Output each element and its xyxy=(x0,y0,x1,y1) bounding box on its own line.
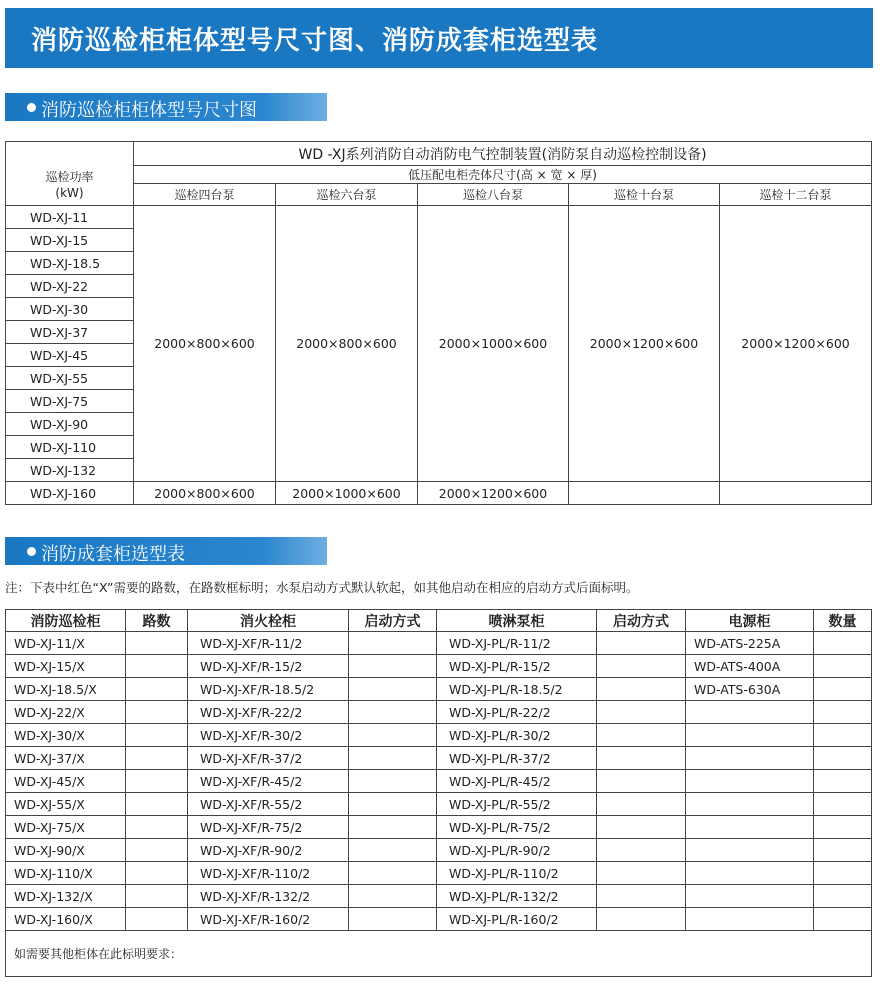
inspection-model-cell: WD-XJ-18.5/X xyxy=(6,678,126,701)
sprinkler-cabinet-cell: WD-XJ-PL/R-160/2 xyxy=(437,908,597,931)
power-header xyxy=(6,166,134,206)
quantity-cell xyxy=(814,793,872,816)
hydrant-cabinet-cell: WD-XJ-XF/R-90/2 xyxy=(188,839,349,862)
sprinkler-cabinet-cell: WD-XJ-PL/R-18.5/2 xyxy=(437,678,597,701)
quantity-cell xyxy=(814,655,872,678)
model-cell: WD-XJ-30 xyxy=(6,298,134,321)
sprinkler-cabinet-cell: WD-XJ-PL/R-75/2 xyxy=(437,816,597,839)
size-cell: 2000×1000×600 xyxy=(418,206,569,482)
power-cabinet-cell xyxy=(686,862,814,885)
remark-cell: 如需要其他柜体在此标明要求： xyxy=(6,931,872,977)
hydrant-cabinet-cell: WD-XJ-XF/R-75/2 xyxy=(188,816,349,839)
start-mode-cell xyxy=(597,770,686,793)
start-mode-cell xyxy=(349,793,437,816)
table-row xyxy=(6,839,872,862)
note-text: 注：下表中红色“X”需要的路数，在路数框标明；水泵启动方式默认软起，如其他启动在相应的启动方式后面标明。 xyxy=(5,580,639,595)
start-mode-cell xyxy=(597,839,686,862)
table-title: WD -XJ系列消防自动消防电气控制装置(消防泵自动巡检控制设备) xyxy=(134,142,872,166)
model-cell: WD-XJ-37 xyxy=(6,321,134,344)
table-row xyxy=(6,770,872,793)
size-cell: 2000×1000×600 xyxy=(276,482,418,505)
model-cell: WD-XJ-110 xyxy=(6,436,134,459)
column-header: 启动方式 xyxy=(349,610,437,632)
sprinkler-cabinet-cell: WD-XJ-PL/R-37/2 xyxy=(437,747,597,770)
model-cell: WD-XJ-15 xyxy=(6,229,134,252)
power-cabinet-cell: WD-ATS-400A xyxy=(686,655,814,678)
start-mode-cell xyxy=(349,747,437,770)
quantity-cell xyxy=(814,885,872,908)
model-cell: WD-XJ-132 xyxy=(6,459,134,482)
power-cabinet-cell xyxy=(686,770,814,793)
inspection-model-cell: WD-XJ-160/X xyxy=(6,908,126,931)
size-cell: 2000×800×600 xyxy=(134,482,276,505)
power-cabinet-cell xyxy=(686,839,814,862)
table-row xyxy=(6,632,872,655)
column-header: 消火栓柜 xyxy=(188,610,349,632)
circuit-count-cell xyxy=(126,885,188,908)
section-title: 消防巡检柜柜体型号尺寸图 xyxy=(41,100,257,121)
table-header-row xyxy=(6,166,872,184)
start-mode-cell xyxy=(349,839,437,862)
column-header: 电源柜 xyxy=(686,610,814,632)
column-header: 数量 xyxy=(814,610,872,632)
bullet-icon xyxy=(27,547,36,556)
size-cell: 2000×1200×600 xyxy=(720,206,872,482)
quantity-cell xyxy=(814,816,872,839)
sprinkler-cabinet-cell: WD-XJ-PL/R-55/2 xyxy=(437,793,597,816)
start-mode-cell xyxy=(349,770,437,793)
circuit-count-cell xyxy=(126,908,188,931)
inspection-model-cell: WD-XJ-45/X xyxy=(6,770,126,793)
hydrant-cabinet-cell: WD-XJ-XF/R-110/2 xyxy=(188,862,349,885)
column-header: 巡检八台泵 xyxy=(418,184,569,206)
circuit-count-cell xyxy=(126,816,188,839)
size-cell: 2000×800×600 xyxy=(134,206,276,482)
inspection-model-cell: WD-XJ-132/X xyxy=(6,885,126,908)
hydrant-cabinet-cell: WD-XJ-XF/R-160/2 xyxy=(188,908,349,931)
model-cell: WD-XJ-11 xyxy=(6,206,134,229)
table-row xyxy=(6,206,872,229)
table-row xyxy=(6,793,872,816)
quantity-cell xyxy=(814,701,872,724)
start-mode-cell xyxy=(349,678,437,701)
circuit-count-cell xyxy=(126,747,188,770)
table-row xyxy=(6,678,872,701)
model-cell: WD-XJ-90 xyxy=(6,413,134,436)
power-cabinet-cell xyxy=(686,724,814,747)
circuit-count-cell xyxy=(126,862,188,885)
hydrant-cabinet-cell: WD-XJ-XF/R-55/2 xyxy=(188,793,349,816)
start-mode-cell xyxy=(349,632,437,655)
circuit-count-cell xyxy=(126,701,188,724)
inspection-model-cell: WD-XJ-110/X xyxy=(6,862,126,885)
model-cell: WD-XJ-22 xyxy=(6,275,134,298)
table-row xyxy=(6,885,872,908)
start-mode-cell xyxy=(349,701,437,724)
quantity-cell xyxy=(814,678,872,701)
column-header: 消防巡检柜 xyxy=(6,610,126,632)
quantity-cell xyxy=(814,839,872,862)
size-cell: 2000×1200×600 xyxy=(418,482,569,505)
model-cell: WD-XJ-18.5 xyxy=(6,252,134,275)
size-cell xyxy=(720,482,872,505)
inspection-model-cell: WD-XJ-22/X xyxy=(6,701,126,724)
start-mode-cell xyxy=(597,885,686,908)
section-header-dimensions xyxy=(5,93,327,121)
table-row xyxy=(6,701,872,724)
corner-cell xyxy=(6,142,134,166)
quantity-cell xyxy=(814,747,872,770)
inspection-model-cell: WD-XJ-55/X xyxy=(6,793,126,816)
hydrant-cabinet-cell: WD-XJ-XF/R-11/2 xyxy=(188,632,349,655)
inspection-model-cell: WD-XJ-37/X xyxy=(6,747,126,770)
start-mode-cell xyxy=(597,678,686,701)
size-cell xyxy=(569,482,720,505)
remark-row xyxy=(6,931,872,977)
start-mode-cell xyxy=(597,793,686,816)
section-header-selection xyxy=(5,537,327,565)
section-title: 消防成套柜选型表 xyxy=(41,544,185,565)
power-cabinet-cell xyxy=(686,908,814,931)
quantity-cell xyxy=(814,908,872,931)
column-header: 巡检十台泵 xyxy=(569,184,720,206)
table-row xyxy=(6,908,872,931)
sprinkler-cabinet-cell: WD-XJ-PL/R-15/2 xyxy=(437,655,597,678)
inspection-model-cell: WD-XJ-11/X xyxy=(6,632,126,655)
table-row xyxy=(6,862,872,885)
column-header: 启动方式 xyxy=(597,610,686,632)
circuit-count-cell xyxy=(126,632,188,655)
model-cell: WD-XJ-45 xyxy=(6,344,134,367)
power-cabinet-cell: WD-ATS-630A xyxy=(686,678,814,701)
power-cabinet-cell xyxy=(686,747,814,770)
start-mode-cell xyxy=(349,724,437,747)
quantity-cell xyxy=(814,862,872,885)
table-header-row xyxy=(6,610,872,632)
hydrant-cabinet-cell: WD-XJ-XF/R-15/2 xyxy=(188,655,349,678)
start-mode-cell xyxy=(597,655,686,678)
power-cabinet-cell xyxy=(686,816,814,839)
start-mode-cell xyxy=(597,908,686,931)
start-mode-cell xyxy=(597,701,686,724)
start-mode-cell xyxy=(349,885,437,908)
table-row xyxy=(6,747,872,770)
circuit-count-cell xyxy=(126,724,188,747)
quantity-cell xyxy=(814,770,872,793)
table-row xyxy=(6,482,872,505)
model-cell: WD-XJ-55 xyxy=(6,367,134,390)
power-cabinet-cell xyxy=(686,701,814,724)
column-header: 巡检四台泵 xyxy=(134,184,276,206)
hydrant-cabinet-cell: WD-XJ-XF/R-132/2 xyxy=(188,885,349,908)
table-row xyxy=(6,816,872,839)
size-cell: 2000×800×600 xyxy=(276,206,418,482)
model-cell: WD-XJ-75 xyxy=(6,390,134,413)
quantity-cell xyxy=(814,632,872,655)
size-cell: 2000×1200×600 xyxy=(569,206,720,482)
sprinkler-cabinet-cell: WD-XJ-PL/R-30/2 xyxy=(437,724,597,747)
power-label: 巡检功率 xyxy=(45,170,94,185)
table-row xyxy=(6,724,872,747)
model-cell: WD-XJ-160 xyxy=(6,482,134,505)
sprinkler-cabinet-cell: WD-XJ-PL/R-132/2 xyxy=(437,885,597,908)
start-mode-cell xyxy=(597,632,686,655)
sprinkler-cabinet-cell: WD-XJ-PL/R-90/2 xyxy=(437,839,597,862)
column-header: 喷淋泵柜 xyxy=(437,610,597,632)
circuit-count-cell xyxy=(126,770,188,793)
inspection-model-cell: WD-XJ-15/X xyxy=(6,655,126,678)
selection-table xyxy=(5,609,872,977)
circuit-count-cell xyxy=(126,793,188,816)
hydrant-cabinet-cell: WD-XJ-XF/R-22/2 xyxy=(188,701,349,724)
sprinkler-cabinet-cell: WD-XJ-PL/R-45/2 xyxy=(437,770,597,793)
circuit-count-cell xyxy=(126,678,188,701)
start-mode-cell xyxy=(349,655,437,678)
start-mode-cell xyxy=(597,862,686,885)
column-header: 巡检十二台泵 xyxy=(720,184,872,206)
start-mode-cell xyxy=(349,862,437,885)
start-mode-cell xyxy=(349,908,437,931)
size-subheader: 低压配电柜壳体尺寸(高 × 宽 × 厚) xyxy=(134,166,872,184)
power-cabinet-cell xyxy=(686,885,814,908)
power-cabinet-cell xyxy=(686,793,814,816)
start-mode-cell xyxy=(349,816,437,839)
inspection-model-cell: WD-XJ-90/X xyxy=(6,839,126,862)
power-cabinet-cell: WD-ATS-225A xyxy=(686,632,814,655)
power-unit: (kW) xyxy=(55,186,84,201)
hydrant-cabinet-cell: WD-XJ-XF/R-45/2 xyxy=(188,770,349,793)
hydrant-cabinet-cell: WD-XJ-XF/R-37/2 xyxy=(188,747,349,770)
sprinkler-cabinet-cell: WD-XJ-PL/R-11/2 xyxy=(437,632,597,655)
title-banner xyxy=(5,8,873,68)
inspection-model-cell: WD-XJ-75/X xyxy=(6,816,126,839)
circuit-count-cell xyxy=(126,839,188,862)
sprinkler-cabinet-cell: WD-XJ-PL/R-110/2 xyxy=(437,862,597,885)
column-header: 路数 xyxy=(126,610,188,632)
start-mode-cell xyxy=(597,747,686,770)
inspection-model-cell: WD-XJ-30/X xyxy=(6,724,126,747)
table-header-row xyxy=(6,184,872,206)
cabinet-dimension-table xyxy=(5,141,872,505)
start-mode-cell xyxy=(597,724,686,747)
bullet-icon xyxy=(27,103,36,112)
quantity-cell xyxy=(814,724,872,747)
hydrant-cabinet-cell: WD-XJ-XF/R-18.5/2 xyxy=(188,678,349,701)
start-mode-cell xyxy=(597,816,686,839)
hydrant-cabinet-cell: WD-XJ-XF/R-30/2 xyxy=(188,724,349,747)
column-header: 巡检六台泵 xyxy=(276,184,418,206)
page-title: 消防巡检柜柜体型号尺寸图、消防成套柜选型表 xyxy=(31,26,599,56)
circuit-count-cell xyxy=(126,655,188,678)
sprinkler-cabinet-cell: WD-XJ-PL/R-22/2 xyxy=(437,701,597,724)
table-row xyxy=(6,655,872,678)
table-header-row xyxy=(6,142,872,166)
